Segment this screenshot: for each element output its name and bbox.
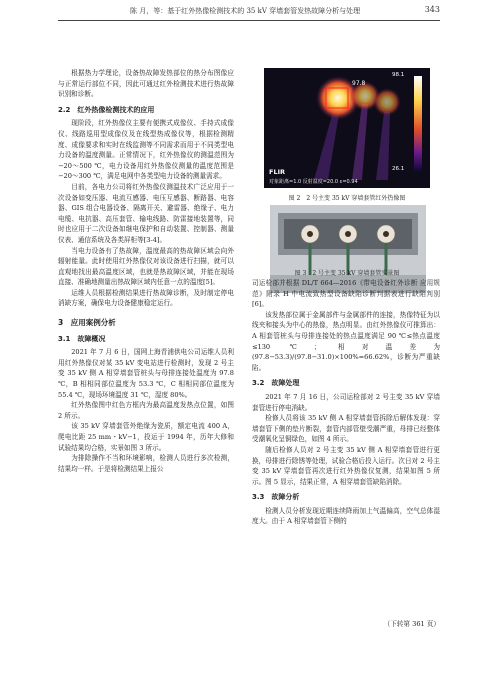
figure-2-caption: 图 2 2 号主变 35 kV 穿墙套管红外热像图 [288,195,406,202]
infrared-thermal-image [264,68,430,188]
paragraph: 现阶段，红外热像仪主要有便携式成像仪、手持式成像仪、线路巡用型成像仪及在线型热成像仪等，根据检测精度、成像要求和实时在线监测等不同需求而用于不同类型电力设备的温度测量。正常情况下，红外热像仪的测温范围为 −20～500 ℃，电力设备用红外热像仪测量的温度范围是 −20～300 ℃，满足电网中各类型电力设备的测量需求。 [58,119,234,181]
page-number: 343 [424,5,440,14]
paragraph: 为排除操作不当和环境影响，检测人员进行多次检测，结果均一样。于是将检测结果上报公 [58,454,234,473]
header-rule [58,20,440,21]
section-heading-3-3: 3.3 故障分析 [252,493,300,502]
paragraph: 随后检修人员对 2 号主变 35 kV 侧 A 相穿墙套管进行更换，母排进行除锈等处理，试验合格后投入运行。次日对 2 号主变 35 kV 穿墙套管再次进行红外热像仪复测，结果如图 5 所示。图 5 显示，结果正常，A 相穿墙套管缺陷消除。 [252,445,440,486]
paragraph: 该发热部位属于金属部件与金属部件的连接，热像特征为以线夹和接头为中心的热像，热点明显。由红外热像仪可推算出：A 相套管桩头与母排连接处的热点温度满足 90 ℃≤热点温度≤130 ℃；相对温差为 (97.8−53.3)/(97.8−31.0)×100%=66.62%，诊断为严重缺陷。 [252,310,440,372]
flir-logo: FLIR [269,168,286,176]
thermal-image-svg [264,68,430,188]
paragraph: 该 35 kV 穿墙套管外绝缘为瓷质，额定电流 400 A，爬电比距 25 mm・kV−1，投运于 1994 年，历年大修和试验结果均合格，实景如图 3 所示。 [58,422,234,452]
paragraph: 根据热力学理论，设备热故障发热部位的热分布图像应与正常运行部位不同，因此可通过红外检测技术进行热故障识别和诊断。 [58,69,234,99]
paragraph: 2021 年 7 月 6 日，国网上海青浦供电公司运维人员利用红外热像仪对某 35 kV 变电站进行检测时，发现 2 号主变 35 kV 侧 A 相穿墙套管桩头与母排连接处温度为 97.8 ℃，B 相相同部位温度为 53.3 ℃，C 相相同部位温度为 55.4 ℃，现场环境温度 31 ℃，湿度 80%。 [58,348,234,399]
paragraph: 2021 年 7 月 16 日，公司运检部对 2 号主变 35 kV 穿墙套管进行停电消缺。 [252,392,440,412]
paragraph: 运维人员根据检测结果进行热故障诊断，及时制定停电消缺方案，确保电力设备健康稳定运行。 [58,288,234,308]
section-heading-3-1: 3.1 故障概况 [58,334,106,343]
paragraph: 红外热像图中红色方框内为最高温度发热点位置，如图 2 所示。 [58,401,234,420]
thermal-readout: 对象距离=1.0 反射温度=20.0 ε=0.94 [269,179,358,185]
left-column [58,68,234,474]
paragraph: 目前，各电力公司将红外热像仪测温技术广泛应用于一次设备如变压器、电流互感器、电压互感器、断路器、电容器、GIS 组合电器设备、隔离开关、避雷器、绝缘子、电力电缆、电抗器、高压套管、输电线路、防雷接地装置等，同时也应用于二次设备如继电保护和自动装置、控制器、测量仪表、通信系统及各类屏柜等[3-4]。 [58,182,234,244]
continued-note: （下转第 361 页） [383,620,440,628]
running-title: 陈 月，等：基于红外热像检测技术的 35 kV 穿墙套管发热故障分析与处理 [130,7,361,15]
paragraph: 检测人员分析发现近期连续降雨加上气温偏高，空气总体湿度大。由于 A 相穿墙套管下侧的 [252,506,440,526]
page-header [0,0,480,24]
paragraph: 检修人员将该 35 kV 侧 A 相穿墙套管拆除后解体发现：穿墙套管下侧的垫片断裂，套管内部管壁受潮严重，母排已经整体受潮氧化呈铜绿色，如图 4 所示。 [252,414,440,444]
right-column [252,278,440,527]
section-heading-2-2: 2.2 红外热像检测技术的应用 [58,105,155,114]
section-heading-3-2: 3.2 故障处理 [252,379,300,388]
paragraph: 司运检部并根据 DL/T 664—2016《带电设备红外诊断 应用规范》附录 H 中电流致热型设备缺陷诊断判据表进行缺陷判别[6]。 [252,279,440,309]
figure-3-caption: 图 3 2 号主变 35 kV 穿墙套管实景图 [294,270,400,277]
paragraph: 当电力设备有了热故障，温度最高的热故障区域会向外辐射能量。此时使用红外热像仪对该设备进行扫描，就可以直观地找出最高温度区域，也就是热故障区域，并能在现场直接、准确地测量出热故障区域内任意一点的温度[5]。 [58,246,234,287]
section-heading-3: 3 应用案例分析 [58,318,116,328]
scale-bottom-label: 26.1 [392,166,405,172]
max-temp-label: 97.8 [352,80,366,87]
scale-top-label: 98.1 [392,72,405,78]
